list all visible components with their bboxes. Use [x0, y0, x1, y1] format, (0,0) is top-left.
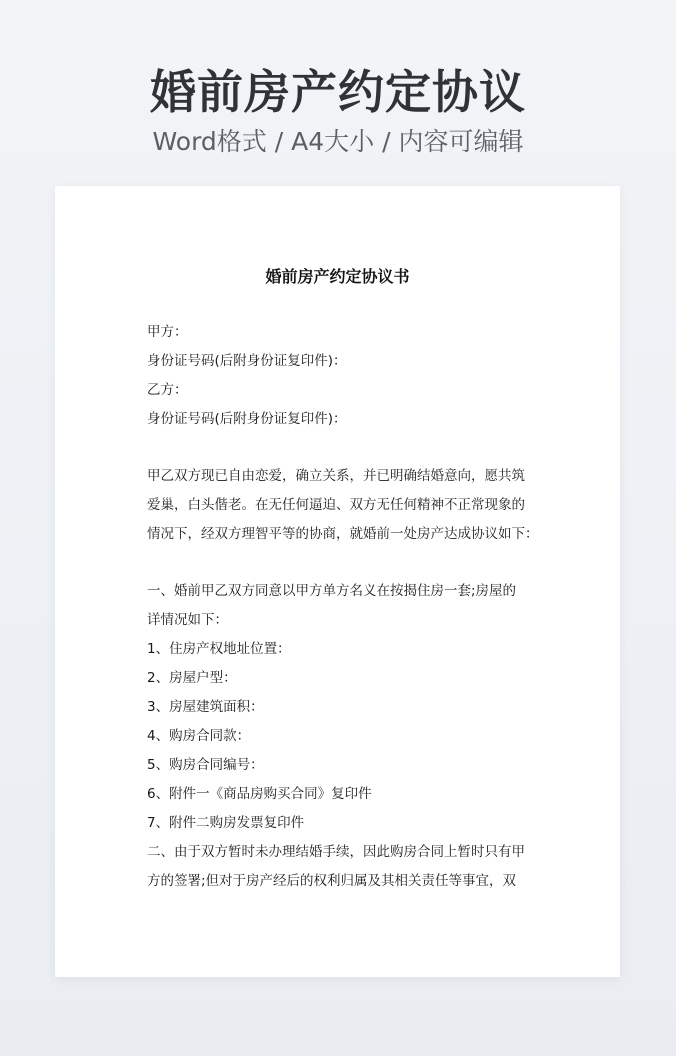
clause-1-line-2: 详情况如下：	[147, 612, 228, 628]
intro-line-2: 爱巢，白头偕老。在无任何逼迫、双方无任何精神不正常现象的	[147, 497, 525, 513]
item-contract-number: 5、购房合同编号：	[147, 757, 264, 773]
item-layout: 2、房屋户型：	[147, 670, 237, 686]
clause-2-line-2: 方的签署;但对于房产经后的权利归属及其相关责任等事宜，双	[147, 873, 517, 889]
page-title: 婚前房产约定协议	[150, 65, 526, 119]
item-address: 1、住房产权地址位置：	[147, 641, 291, 657]
party-b-label: 乙方：	[147, 382, 188, 398]
item-attachment-1: 6、附件一《商品房购买合同》复印件	[147, 786, 372, 802]
page-subtitle: Word格式 / A4大小 / 内容可编辑	[152, 127, 524, 156]
party-a-label: 甲方：	[147, 324, 188, 340]
item-contract-amount: 4、购房合同款：	[147, 728, 251, 744]
document-page	[55, 186, 620, 977]
intro-line-1: 甲乙双方现已自由恋爱，确立关系，并已明确结婚意向，愿共筑	[147, 468, 525, 484]
page-header	[0, 62, 676, 160]
party-b-id-label: 身份证号码(后附身份证复印件)：	[147, 411, 347, 427]
document-title: 婚前房产约定协议书	[265, 267, 410, 286]
clause-2-line-1: 二、由于双方暂时未办理结婚手续，因此购房合同上暂时只有甲	[147, 844, 525, 860]
clause-1-line-1: 一、婚前甲乙双方同意以甲方单方名义在按揭住房一套;房屋的	[147, 583, 517, 599]
item-area: 3、房屋建筑面积：	[147, 699, 264, 715]
intro-line-3: 情况下，经双方理智平等的协商，就婚前一处房产达成协议如下：	[147, 526, 539, 542]
item-attachment-2: 7、附件二购房发票复印件	[147, 815, 305, 831]
party-a-id-label: 身份证号码(后附身份证复印件)：	[147, 353, 347, 369]
